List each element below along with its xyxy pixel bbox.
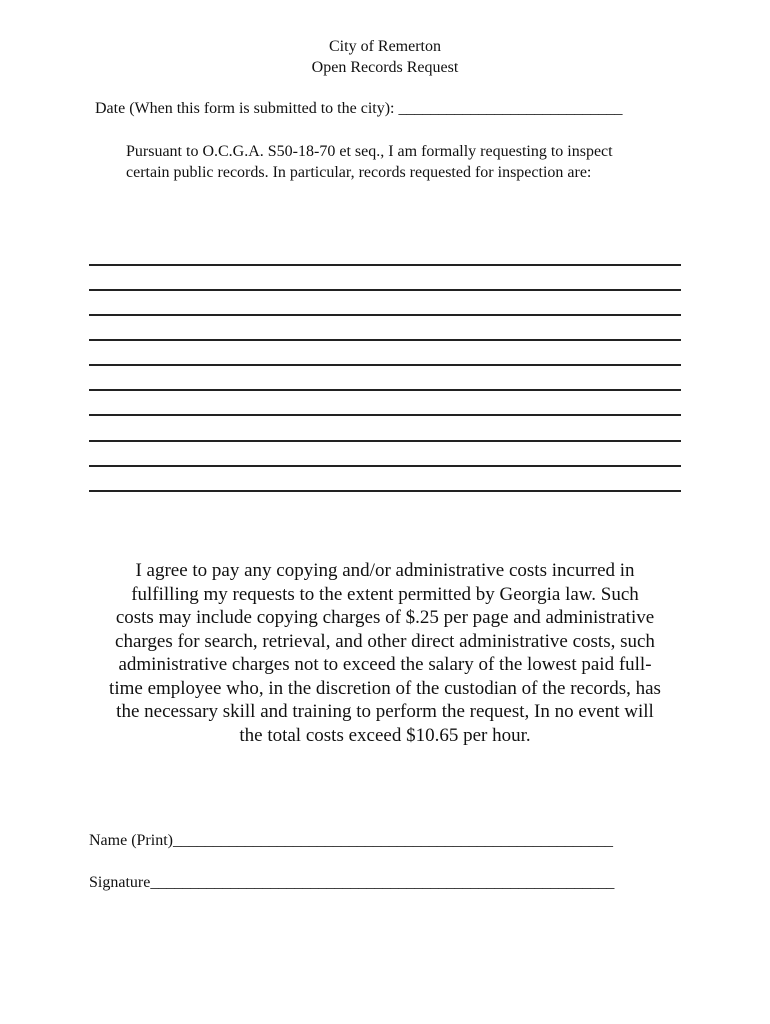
date-field[interactable]: Date (When this form is submitted to the city): ____________________________ [95, 100, 623, 117]
records-request-line[interactable] [89, 389, 681, 391]
agreement-line: the necessary skill and training to perform the request, In no event will [116, 701, 654, 722]
pursuant-line: certain public records. In particular, records requested for inspection are: [126, 164, 592, 181]
agreement-line: the total costs exceed $10.65 per hour. [239, 724, 531, 746]
page-title: City of Remerton [329, 38, 441, 55]
cost-agreement-paragraph [80, 559, 690, 747]
records-request-line[interactable] [89, 490, 681, 492]
agreement-line: fulfilling my requests to the extent permitted by Georgia law. Such [131, 583, 639, 605]
name-print-field[interactable]: Name (Print)_______________________________________________________ [89, 832, 613, 849]
pursuant-paragraph [126, 141, 686, 183]
agreement-line: I agree to pay any copying and/or administrative costs incurred in [135, 560, 635, 581]
records-request-line[interactable] [89, 264, 681, 266]
agreement-line: costs may include copying charges of $.25 per page and administrative [115, 607, 655, 628]
records-request-line[interactable] [89, 440, 681, 442]
records-request-line[interactable] [89, 465, 681, 467]
records-request-line[interactable] [89, 289, 681, 291]
signature-field[interactable]: Signature__________________________________________________________ [89, 874, 615, 891]
records-request-line[interactable] [89, 314, 681, 316]
agreement-line: charges for search, retrieval, and other direct administrative costs, such [115, 630, 655, 652]
records-request-line[interactable] [89, 414, 681, 416]
records-request-line[interactable] [89, 339, 681, 341]
agreement-line: time employee who, in the discretion of the custodian of the records, has [109, 677, 661, 699]
records-request-line[interactable] [89, 364, 681, 366]
agreement-line: administrative charges not to exceed the salary of the lowest paid full- [118, 654, 652, 675]
form-subtitle: Open Records Request [311, 59, 459, 76]
pursuant-line: Pursuant to O.C.G.A. S50-18-70 et seq., I am formally requesting to inspect [126, 143, 613, 160]
